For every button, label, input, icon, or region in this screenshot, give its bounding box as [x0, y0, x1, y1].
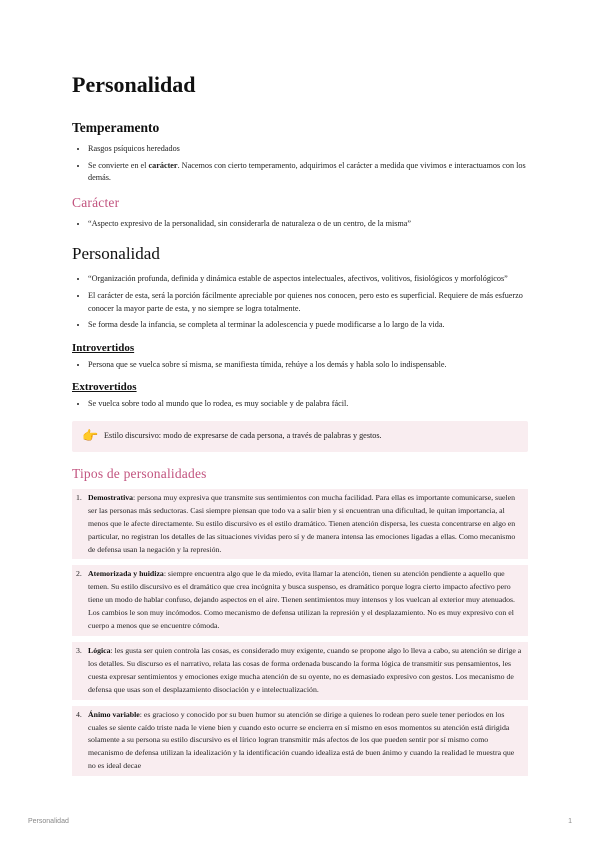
temperamento-heading: Temperamento [72, 120, 160, 135]
tipos-heading: Tipos de personalidades [72, 465, 207, 481]
list-item: • Rasgos psíquicos heredados [88, 143, 528, 156]
bold-term: carácter [148, 160, 178, 170]
temperamento-list [72, 143, 528, 185]
callout-text: Estilo discursivo: modo de expresarse de cada persona, a través de palabras y gestos. [104, 431, 382, 441]
list-item [72, 489, 528, 560]
item-number: 1. [76, 492, 82, 502]
list-item [88, 160, 528, 185]
text-run: : les gusta ser quien controla las cosas, es considerado muy exigente, cuando se propone algo lo lleva a cabo, su atención se dirige a los detalles. Su discurso es el narrativo, relata las cosas de forma ordenada buscando la forma lógica de transmitir sus pensamientos, les cuesta expresar sentimientos y emociones exige mucha atención de su oyente, no es demasiado expresivo con gestos. Los mecanismo de defensa que usas son el desplazamiento disociación y e intelectualización. [88, 646, 522, 694]
extrovertidos-list [72, 398, 528, 411]
text-run: Se convierte en el [88, 160, 149, 170]
list-item: • “Organización profunda, definida y dinámica estable de aspectos intelectuales, afectivos, volitivos, fisiológicos y morfológicos” [88, 273, 528, 286]
bold-term: Ánimo variable [88, 709, 140, 719]
list-item: • Se vuelca sobre todo al mundo que lo rodea, es muy sociable y de palabra fácil. [88, 398, 528, 411]
list-item [72, 565, 528, 636]
introvertidos-list [72, 359, 528, 372]
item-number: 2. [76, 569, 82, 579]
pointing-hand-icon: 👉 [82, 428, 99, 444]
page-title: Personalidad [72, 72, 196, 97]
text-run: : persona muy expresiva que transmite sus sentimientos con mucha facilidad. Para ellas es importante comunicarse, suelen ser las personas más seductoras. Casi siempre piensan que todo va a salir bien y si encuentran una dificultad, le quitan importancia, al menos que le afecte directamente. Su estilo discursivo es el estilo dramático. Tienen atención dispersa, les cuesta concentrarse en algo en particular, no registran los detalles de las situaciones vividas pero sí y de manera intensa las emociones ligadas a ellas. Como mecanismo de defensa usan la negación y la represión. [88, 492, 516, 554]
document-body [72, 72, 528, 782]
caracter-heading: Carácter [72, 194, 120, 210]
text-run: : es gracioso y conocido por su buen humor su atención se dirige a quienes lo rodean pero suele tener periodos en los cuales se siente caído triste nada le viene bien y cuando esto ocurre se encierra en sí mismo en esos momentos su atención está dirigida solamente a su persona su estilo discursivo es el lírico logran transmitir más afectos de los que pueden sentir por sí mismo como mecanismo de defensa utilizan la idealización y la identificación cuando idealiza está de buen ánimo y cuando la realidad le muestra que no es ideal decae [88, 709, 515, 771]
tipos-list [72, 489, 528, 776]
page-number: 1 [568, 818, 572, 825]
list-item: • Persona que se vuelca sobre sí misma, se manifiesta tímida, rehúye a los demás y habla solo lo indispensable. [88, 359, 528, 372]
bold-term: Demostrativa [88, 492, 134, 502]
list-item: • Se forma desde la infancia, se completa al terminar la adolescencia y puede modificarse a lo largo de la vida. [88, 319, 528, 332]
item-number: 3. [76, 646, 82, 655]
callout-box [72, 421, 528, 452]
text-run: : siempre encuentra algo que le da miedo, evita llamar la atención, tienen su atención pendiente a aquello que temen. Su estilo discursivo es el dramático que crea incógnita y busca suspenso, es dramático porque logra cierto impacto afectivo pero tiene un modo de hablar confuso, dejando aspectos en el aire. Tienen sentimientos muy intensos y los vuelcan al exterior muy atenuados. Los cambios le son muy incómodos. Como mecanismo de defensa utilizan la represión y el desplazamiento. No es muy expresivo con el cuerpo a menos que se encuentre cómoda. [88, 569, 515, 631]
list-item [72, 642, 528, 700]
page-footer [28, 818, 572, 825]
list-item [72, 706, 528, 777]
caracter-list [72, 218, 528, 231]
list-item: • “Aspecto expresivo de la personalidad, sin considerarla de naturaleza o de un centro, de la misma” [88, 218, 528, 231]
introvertidos-heading: Introvertidos [72, 341, 135, 354]
bold-term: Lógica [88, 646, 111, 655]
footer-label: Personalidad [28, 818, 69, 825]
bold-term: Atemorizada y huidiza [88, 569, 164, 579]
personalidad-list [72, 273, 528, 331]
item-number: 4. [76, 709, 82, 719]
list-item: • El carácter de esta, será la porción fácilmente apreciable por quienes nos conocen, pero esto es superficial. Requiere de más esfuerzo conocer la mayor parte de esta, y no siempre se logra totalmente. [88, 290, 528, 315]
text-run: . Nacemos con cierto temperamento, adquirimos el carácter a medida que vivimos e interactuamos con los demás. [88, 160, 526, 183]
personalidad-heading: Personalidad [72, 244, 160, 264]
extrovertidos-heading: Extrovertidos [72, 381, 137, 394]
